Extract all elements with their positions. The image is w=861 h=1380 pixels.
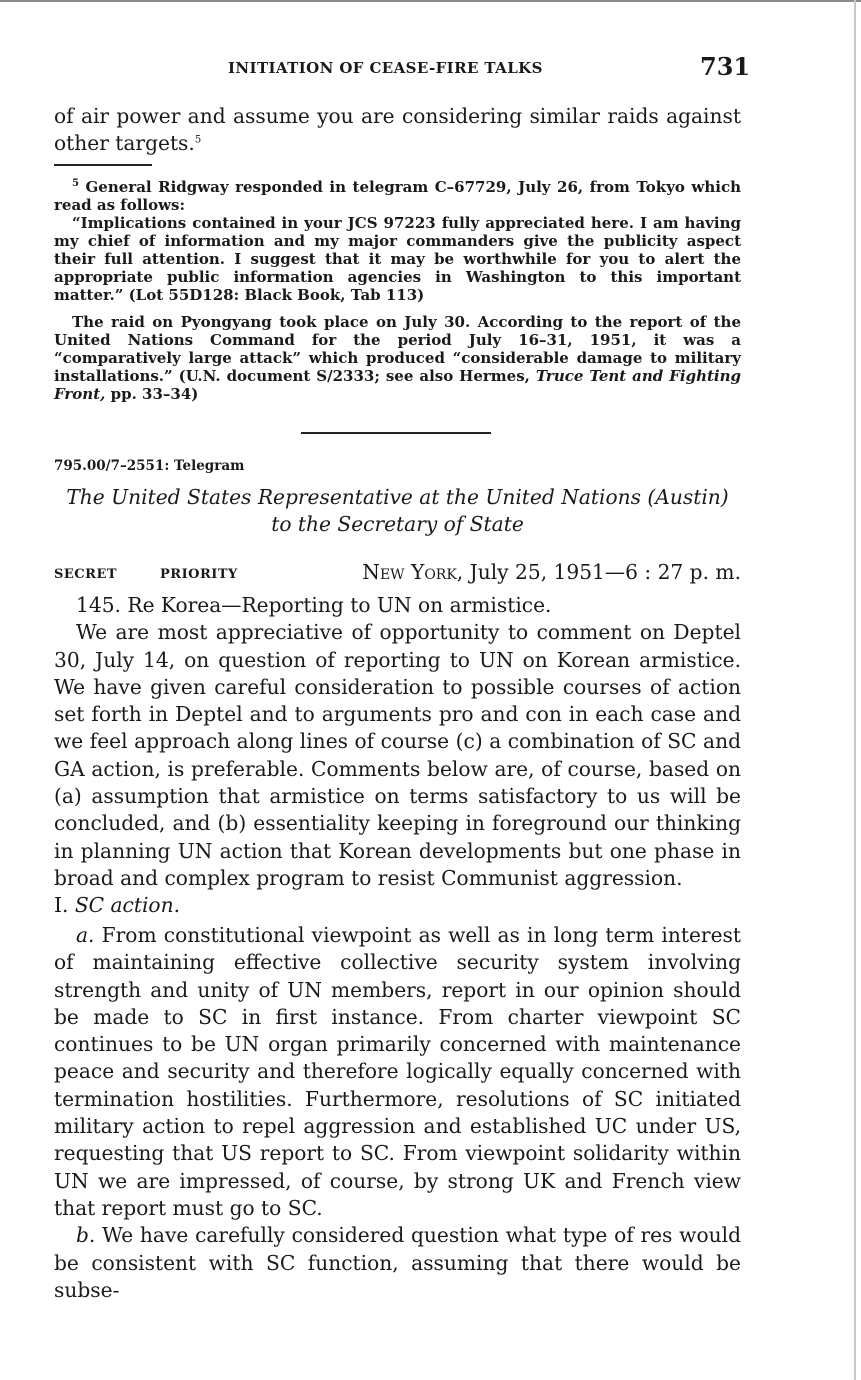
section-body [54, 922, 741, 1304]
footnote-block [54, 178, 741, 304]
footnote-intro: General Ridgway responded in telegram C–67729, July 26, from Tokyo which read as follows: [54, 178, 741, 214]
classification-line [54, 560, 741, 588]
section-heading [54, 893, 180, 917]
footnote-reference: 5 [194, 134, 202, 146]
section-title: SC action. [74, 893, 181, 917]
footnote-marker: 5 [72, 178, 79, 189]
footnote-book-title: Truce Tent and Fighting Front, [54, 367, 741, 403]
para-a-label: a. [76, 923, 95, 947]
footnote-pages: pp. 33–34) [110, 385, 199, 403]
para-b-text: We have carefully considered question what type of res would be consistent with SC function, assuming that there would be subse- [54, 1223, 741, 1302]
page-number: 731 [700, 52, 751, 81]
classification-label: SECRET [54, 567, 118, 582]
continued-text: of air power and assume you are considering similar raids against other targets. [54, 104, 741, 156]
para-a-text: From constitutional viewpoint as well as in long term interest of maintaining effective collective security system involving strength and unity of UN members, report in our opinion should be made to SC in first instance. From charter viewpoint SC continues to be UN organ primarily concerned with maintenance peace and security and therefore logically equally concerned with termination hostilities. Furthermore, resolutions of SC initiated military action to repel aggression and established UC under US, requesting that US report to SC. From viewpoint solidarity within UN we are impressed, of course, by strong UK and French view that report must go to SC. [54, 923, 742, 1220]
footnote-rule [54, 164, 152, 166]
footnote-quote: “Implications contained in your JCS 97223 fully appreciated here. I am having my chief of information and my major commanders give the publicity aspect their full attention. I suggest that it may be worthwhile for you to alert the appropriate public information agencies in Washington to this important matter.” (Lot 55D128: Black Book, Tab 113) [54, 214, 741, 304]
top-scan-rule [0, 0, 861, 2]
continued-paragraph [54, 103, 741, 158]
para-b-label: b. [76, 1223, 96, 1248]
running-head: INITIATION OF CEASE-FIRE TALKS [228, 59, 543, 77]
message-body [54, 592, 741, 892]
dateline-date: , July 25, 1951—6 : 27 p. m. [456, 560, 741, 584]
dateline-place: New York [362, 560, 457, 584]
file-reference: 795.00/7–2551: Telegram [54, 458, 245, 474]
document-title: The United States Representative at the United Nations (Austin) to the Secretary of State [66, 485, 729, 536]
footnote-raid-text: The raid on Pyongyang took place on July 30. According to the report of the United Nations Command for the period July 16–31, 1951, it was a “comparatively large attack” which produced “considerable damage to military installations.” (U.N. document S/2333; see also Hermes, [54, 313, 741, 385]
right-edge-rule [854, 0, 856, 1380]
section-separator [301, 432, 491, 434]
dateline [362, 560, 741, 584]
message-paragraph-1: We are most appreciative of opportunity to comment on Deptel 30, July 14, on question of reporting to UN on Korean armistice. We have given careful consideration to possible courses of action set forth in Deptel and to arguments pro and con in each case and we feel approach along lines of course (c) a combination of SC and GA action, is preferable. Comments below are, of course, based on (a) assumption that armistice on terms satisfactory to us will be concluded, and (b) essentiality keeping in foreground our thinking in planning UN action that Korean developments but one phase in broad and complex program to resist Communist aggression. [54, 620, 741, 890]
section-number: I. [54, 893, 69, 917]
footnote-paragraph-2 [54, 313, 741, 403]
message-opening: 145. Re Korea—Reporting to UN on armistice. [76, 593, 552, 617]
precedence-label: PRIORITY [160, 567, 238, 582]
